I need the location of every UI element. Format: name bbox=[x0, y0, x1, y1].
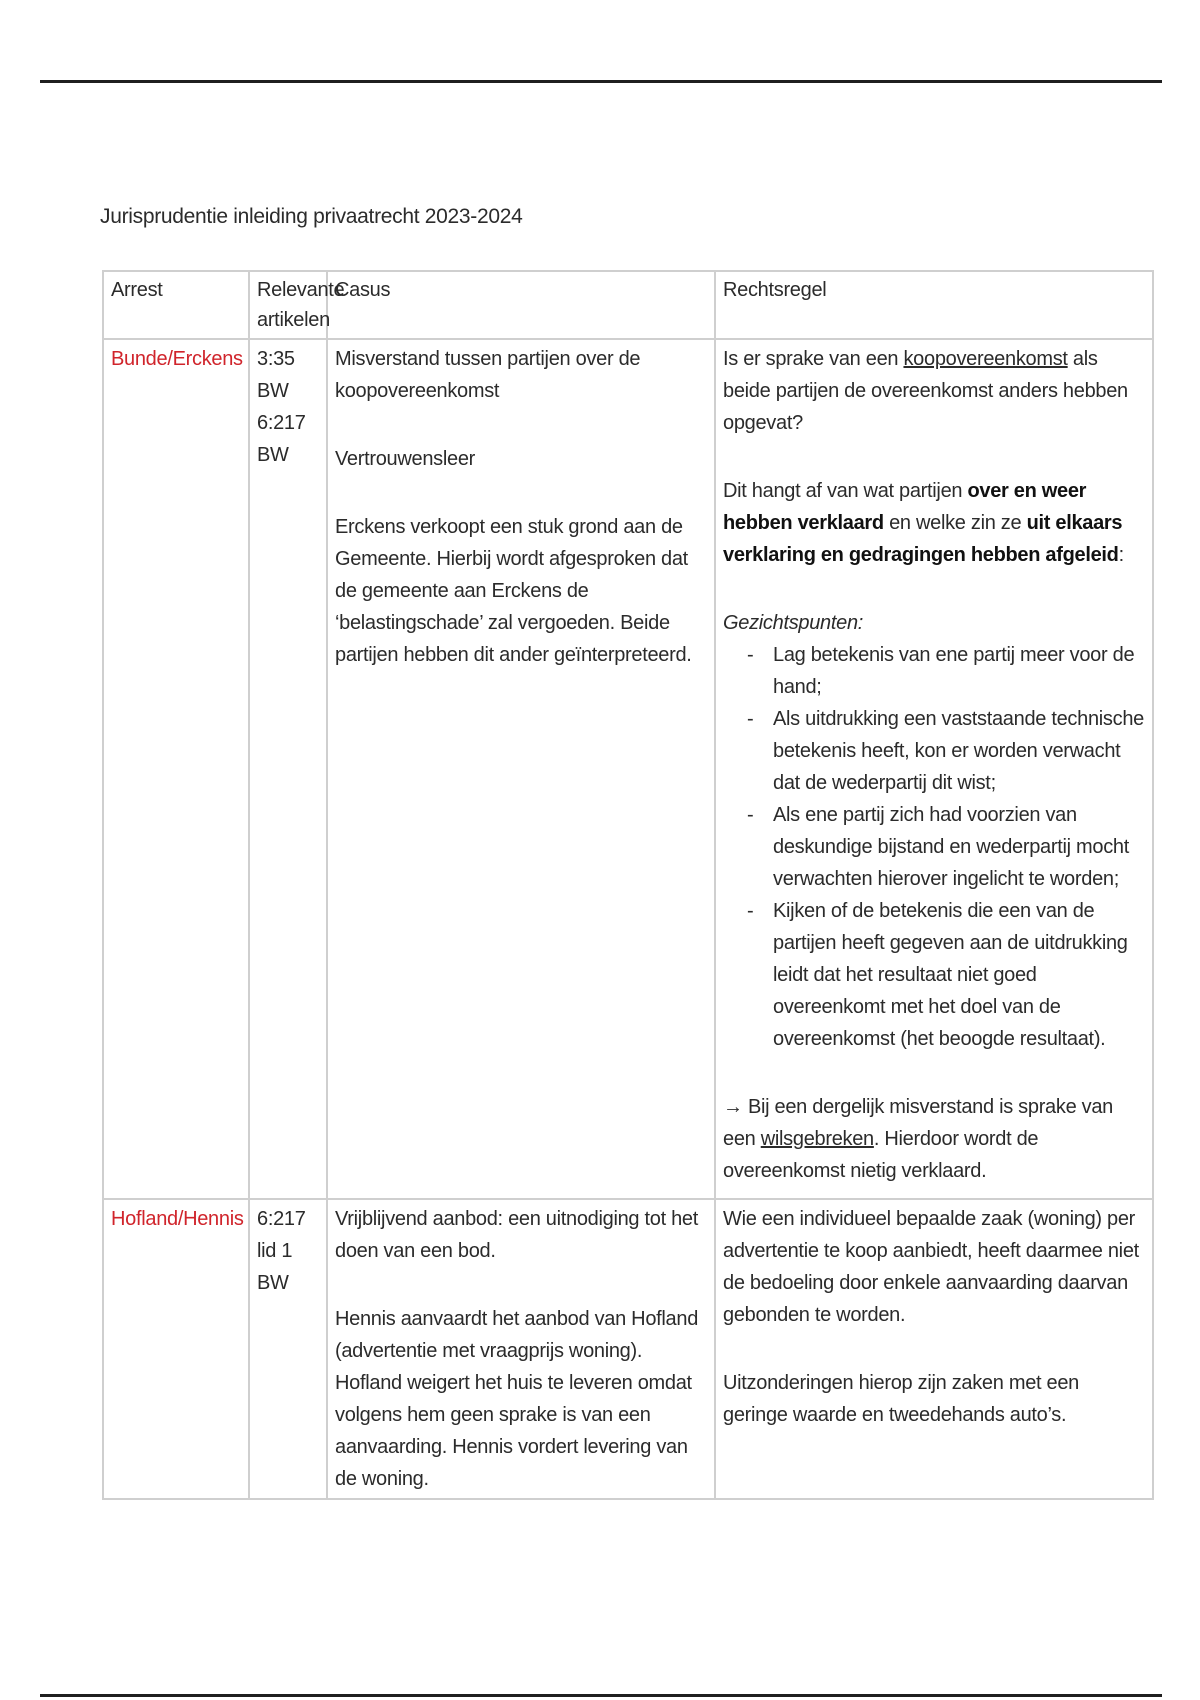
text-run: als beide partijen de overeenkomst anders hebben opgevat? bbox=[723, 348, 1128, 434]
text-run: Is er sprake van een bbox=[723, 348, 904, 370]
text-run: Dit hangt af van wat partijen bbox=[723, 480, 968, 502]
rechtsregel-conclusion bbox=[723, 1091, 1145, 1187]
casus-paragraph: Hennis aanvaardt het aanbod van Hofland (advertentie met vraagprijs woning). Hofland weigert het huis te leveren omdat volgens hem geen sprake is van een aanvaarding. Hennis vordert levering van de woning. bbox=[335, 1308, 699, 1490]
list-item: - Als uitdrukking een vaststaande technische betekenis heeft, kon er worden verwacht dat de wederpartij dit wist; bbox=[773, 703, 1145, 799]
top-rule bbox=[40, 80, 1162, 83]
text-run: → Bij een dergelijk misverstand is sprake van een bbox=[723, 1096, 1114, 1150]
column-header-artikelen: Relevante artikelen bbox=[249, 271, 327, 339]
bold-term: uit elkaars verklaring en gedragingen hebben afgeleid bbox=[723, 512, 1123, 566]
column-header-arrest: Arrest bbox=[103, 271, 249, 339]
underlined-term: koopovereenkomst bbox=[903, 348, 1068, 370]
rechtsregel-answer bbox=[723, 475, 1145, 571]
artikelen-cell bbox=[249, 339, 327, 1199]
list-item: - Als ene partij zich had voorzien van deskundige bijstand en wederpartij mocht verwachten hierover ingelicht te worden; bbox=[773, 799, 1145, 895]
artikel: 6:217 BW bbox=[257, 412, 306, 466]
rechtsregel-paragraph: Wie een individueel bepaalde zaak (woning) per advertentie te koop aanbiedt, heeft daarmee niet de bedoeling door enkele aanvaarding daarvan gebonden te worden. bbox=[723, 1208, 1139, 1326]
table-header-row bbox=[103, 271, 1153, 339]
arrest-name: Hofland/Hennis bbox=[103, 1199, 249, 1499]
artikelen-cell bbox=[249, 1199, 327, 1499]
artikel: 6:217 lid 1 BW bbox=[257, 1208, 306, 1294]
bold-term: over en weer hebben verklaard bbox=[723, 480, 1087, 534]
table-row bbox=[103, 339, 1153, 1199]
arrest-name: Bunde/Erckens bbox=[103, 339, 249, 1199]
jurisprudence-table bbox=[102, 270, 1154, 1500]
table-row bbox=[103, 1199, 1153, 1499]
column-header-rechtsregel: Rechtsregel bbox=[715, 271, 1153, 339]
page-title: Jurisprudentie inleiding privaatrecht 2023-2024 bbox=[100, 205, 523, 228]
rechtsregel-cell bbox=[715, 339, 1153, 1199]
casus-paragraph: Misverstand tussen partijen over de koopovereenkomst bbox=[335, 348, 641, 402]
casus-paragraph: Erckens verkoopt een stuk grond aan de Gemeente. Hierbij wordt afgesproken dat de gemeente aan Erckens de ‘belastingschade’ zal vergoeden. Beide partijen hebben dit ander geïnterpreteerd. bbox=[335, 516, 692, 666]
underlined-term: wilsgebreken bbox=[760, 1128, 874, 1150]
casus-paragraph: Vertrouwensleer bbox=[335, 448, 476, 470]
rechtsregel-paragraph: Uitzonderingen hierop zijn zaken met een geringe waarde en tweedehands auto’s. bbox=[723, 1372, 1079, 1426]
artikel: 3:35 BW bbox=[257, 348, 295, 402]
text-run: . Hierdoor wordt de overeenkomst nietig verklaard. bbox=[723, 1128, 1039, 1182]
rechtsregel-question bbox=[723, 343, 1145, 439]
text-run: en welke zin ze bbox=[883, 512, 1027, 534]
casus-cell bbox=[327, 339, 715, 1199]
list-item: - Lag betekenis van ene partij meer voor de hand; bbox=[773, 639, 1145, 703]
casus-paragraph: Vrijblijvend aanbod: een uitnodiging tot het doen van een bod. bbox=[335, 1208, 699, 1262]
gezichtspunten-list bbox=[723, 639, 1145, 1055]
gezichtspunten-label bbox=[723, 607, 1145, 639]
text-run: : bbox=[1118, 544, 1124, 566]
rechtsregel-cell bbox=[715, 1199, 1153, 1499]
list-item: - Kijken of de betekenis die een van de partijen heeft gegeven aan de uitdrukking leidt dat het resultaat niet goed overeenkomt met het doel van de overeenkomst (het beoogde resultaat). bbox=[773, 895, 1145, 1055]
casus-cell bbox=[327, 1199, 715, 1499]
column-header-casus: Casus bbox=[327, 271, 715, 339]
italic-label: Gezichtspunten: bbox=[723, 612, 864, 634]
bottom-rule bbox=[40, 1694, 1162, 1697]
